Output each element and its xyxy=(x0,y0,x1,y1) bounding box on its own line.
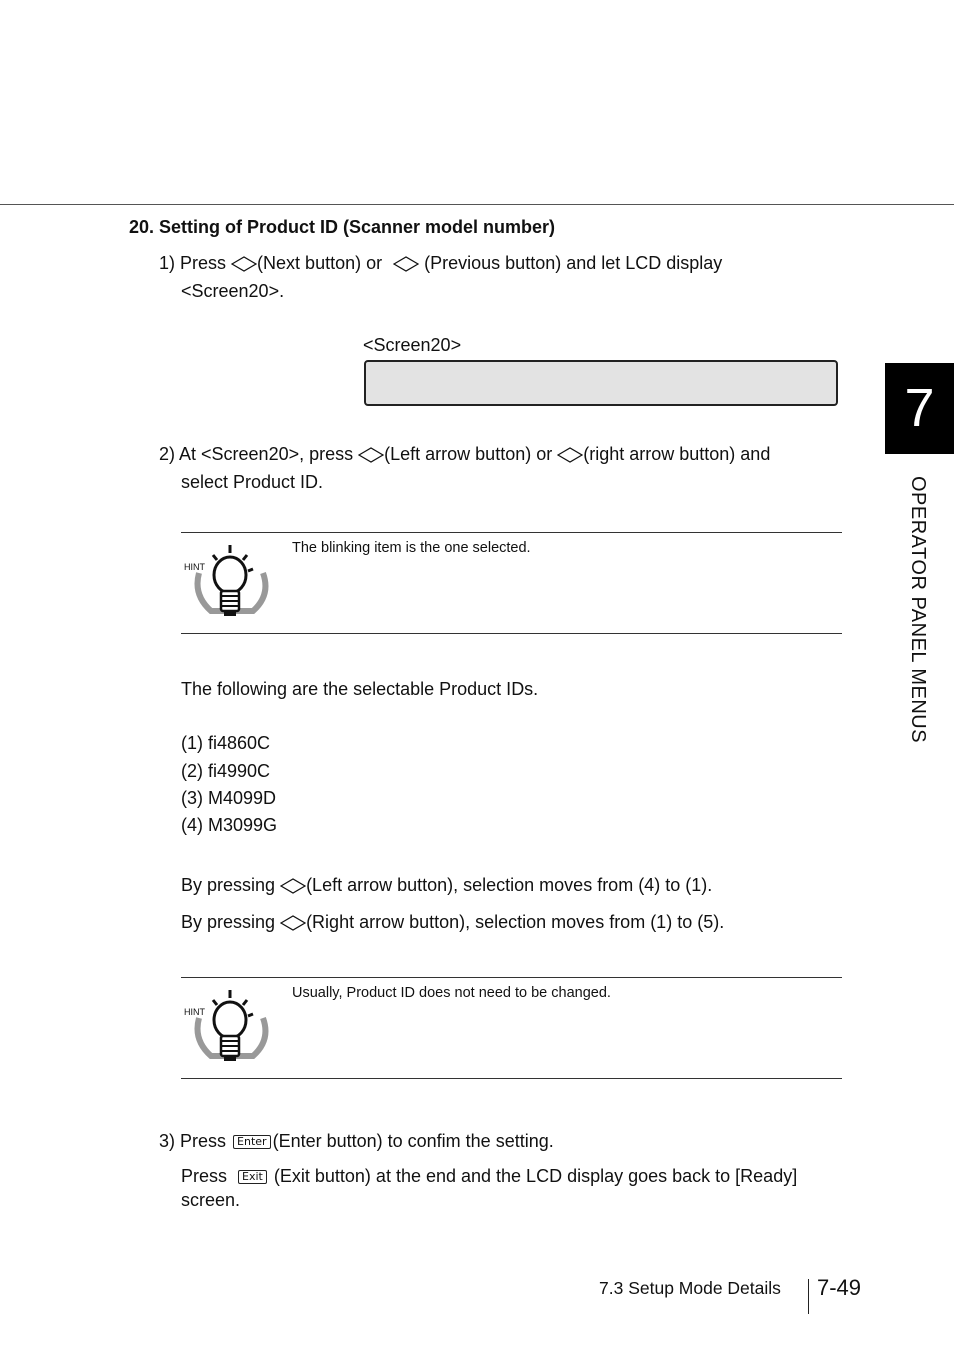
hint-text-2: Usually, Product ID does not need to be changed. xyxy=(292,985,611,1001)
right-arrow-button-icon xyxy=(557,446,583,464)
pressing-right-prefix: By pressing xyxy=(181,912,276,932)
list-item: (3) M4099D xyxy=(181,788,277,808)
step1-line2: <Screen20>. xyxy=(181,281,285,301)
step2-left-label: (Left arrow button) or xyxy=(384,444,553,464)
list-item: (2) fi4990C xyxy=(181,761,271,781)
step3-prefix: 3) Press xyxy=(159,1131,227,1151)
step1-prev-label: (Previous button) and let LCD display xyxy=(424,253,723,273)
chapter-side-title: OPERATOR PANEL MENUS xyxy=(907,476,929,744)
step1-prefix: 1) Press xyxy=(159,253,227,273)
hint-label: HINT xyxy=(184,562,205,572)
lcd-display xyxy=(364,360,838,406)
step3-line1 xyxy=(159,1130,554,1152)
screen-label: <Screen20> xyxy=(363,335,462,355)
step1-line1 xyxy=(159,252,722,274)
step1-next-label: (Next button) or xyxy=(257,253,383,273)
step3-exit-text: (Exit button) at the end and the LCD display goes back to [Ready] xyxy=(273,1166,798,1186)
hint-text-1: The blinking item is the one selected. xyxy=(292,540,531,556)
step2-line2: select Product ID. xyxy=(181,472,324,492)
step2-right-label: (right arrow button) and xyxy=(583,444,771,464)
previous-button-icon xyxy=(393,255,419,273)
hint-label: HINT xyxy=(184,1007,205,1017)
lightbulb-hint-icon xyxy=(191,543,269,619)
lightbulb-hint-icon xyxy=(191,988,269,1064)
step2-line1 xyxy=(159,443,770,465)
pressing-left-prefix: By pressing xyxy=(181,875,276,895)
pressing-left-text: (Left arrow button), selection moves from (4) to (1). xyxy=(306,875,713,895)
left-arrow-button-icon xyxy=(358,446,384,464)
list-item: (4) M3099G xyxy=(181,815,278,835)
pressing-right-text: (Right arrow button), selection moves from (1) to (5). xyxy=(306,912,725,932)
footer-separator xyxy=(808,1279,809,1314)
pressing-left-line xyxy=(181,874,712,896)
left-arrow-button-icon xyxy=(280,877,306,895)
step3-line2 xyxy=(181,1165,797,1187)
step3-press: Press xyxy=(181,1166,228,1186)
list-item: (1) fi4860C xyxy=(181,733,271,753)
exit-key-icon: Exit xyxy=(238,1170,267,1184)
step3-line3: screen. xyxy=(181,1190,241,1210)
chapter-number-tab: 7 xyxy=(885,363,954,454)
step3-enter-text: (Enter button) to confim the setting. xyxy=(272,1131,554,1151)
right-arrow-button-icon xyxy=(280,914,306,932)
enter-key-icon: Enter xyxy=(233,1135,271,1149)
pressing-right-line xyxy=(181,911,724,933)
product-ids-intro: The following are the selectable Product IDs. xyxy=(181,679,539,699)
next-button-icon xyxy=(231,255,257,273)
section-title: 20. Setting of Product ID (Scanner model number) xyxy=(129,217,556,237)
hint-box-1 xyxy=(181,532,842,634)
header-rule xyxy=(0,204,954,205)
page-number: 7-49 xyxy=(817,1275,862,1300)
footer-section: 7.3 Setup Mode Details xyxy=(599,1278,781,1298)
hint-box-2 xyxy=(181,977,842,1079)
step2-prefix: 2) At <Screen20>, press xyxy=(159,444,354,464)
